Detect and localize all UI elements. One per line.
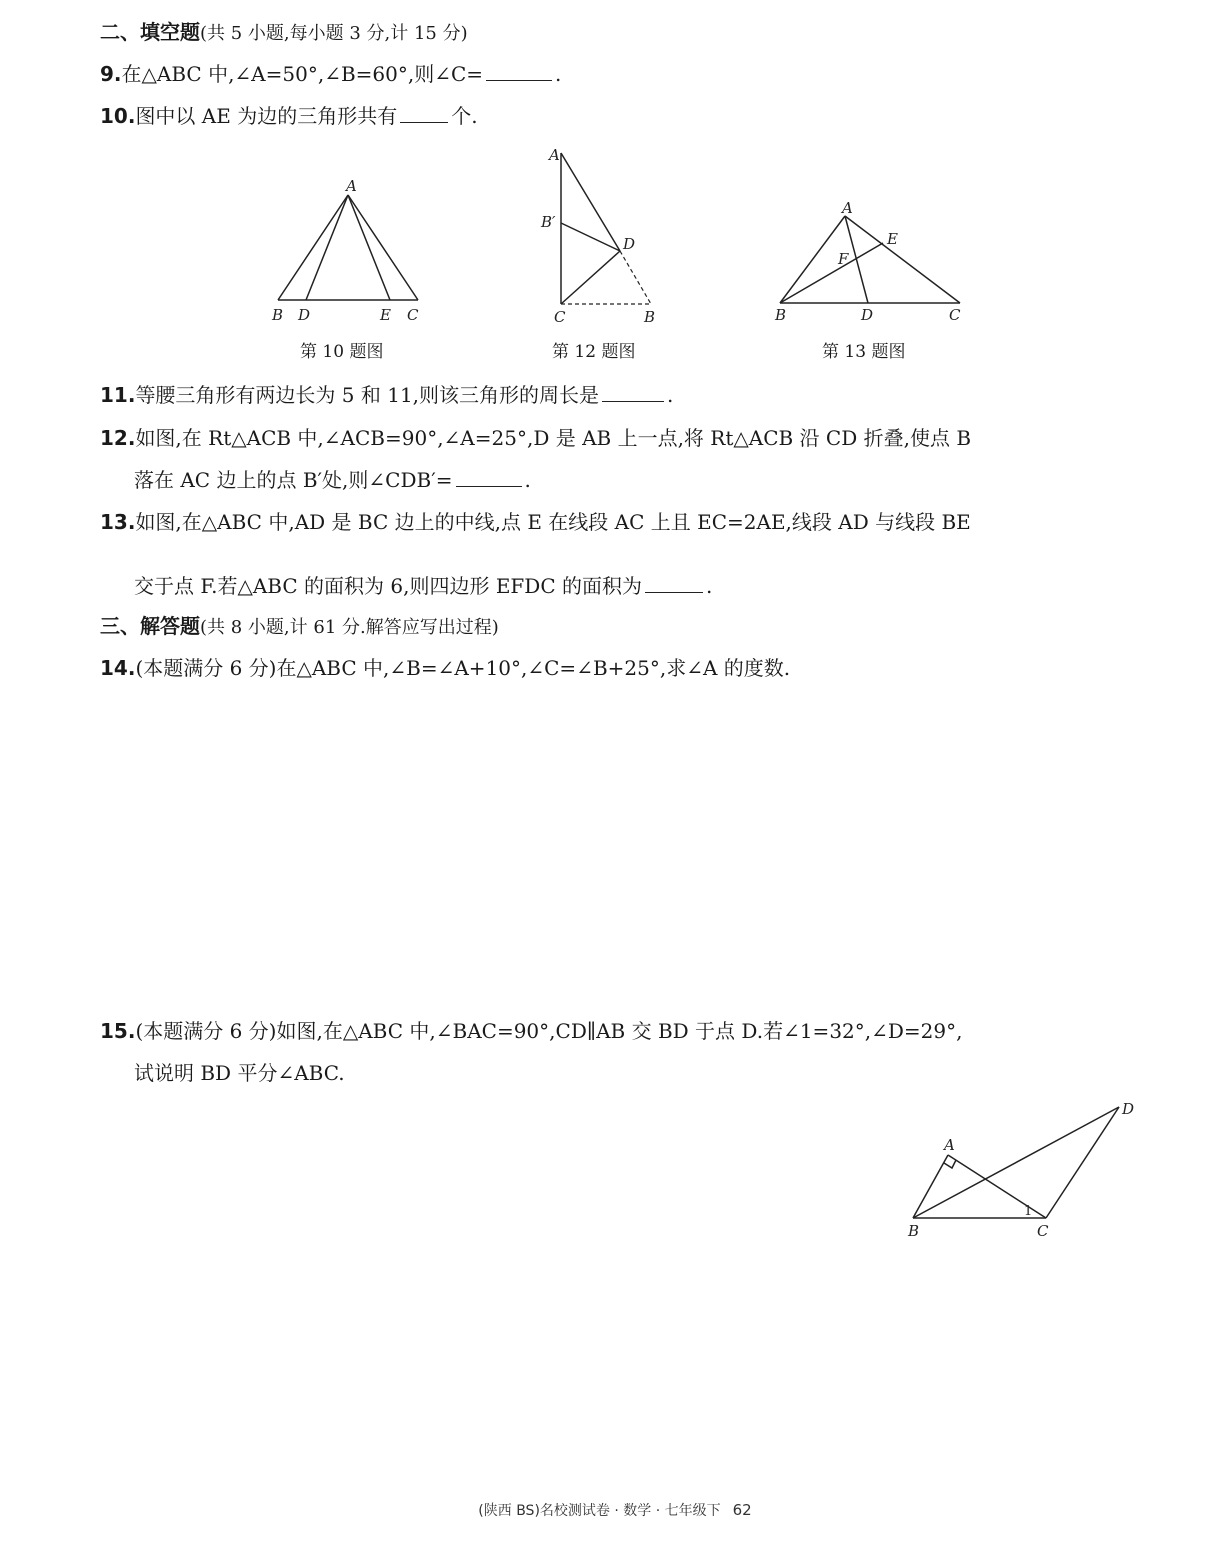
question-15-line-2: [134, 1059, 345, 1087]
figure-13-diagram: [772, 200, 972, 325]
figure-12-caption: 第 12 题图: [552, 342, 636, 362]
fig10-label-C: C: [407, 306, 419, 324]
fig13-label-E: E: [887, 230, 898, 248]
answer-blank-10: [400, 102, 448, 123]
question-11-end: .: [667, 383, 674, 407]
answer-blank-12: [456, 466, 522, 487]
question-11: [100, 381, 673, 409]
answer-blank-9: [486, 60, 552, 81]
fig12-label-D: D: [623, 235, 636, 253]
section-solve-note: (共 8 小题,计 61 分.解答应写出过程): [200, 617, 499, 638]
fig10-label-A: A: [346, 177, 357, 195]
question-12-number: 12.: [100, 426, 136, 450]
question-10-text: 图中以 AE 为边的三角形共有: [135, 104, 398, 128]
question-13-text-2: 交于点 F.若△ABC 的面积为 6,则四边形 EFDC 的面积为: [134, 574, 642, 598]
question-11-number: 11.: [100, 383, 136, 407]
question-13-line-2: [134, 558, 712, 600]
page-footer: [0, 1500, 1230, 1520]
answer-blank-11: [602, 381, 664, 402]
question-10-end: 个.: [451, 104, 478, 128]
question-9-text: 在△ABC 中,∠A=50°,∠B=60°,则∠C=: [121, 62, 484, 86]
fig15-label-C: C: [1037, 1222, 1049, 1240]
fig15-label-B: B: [908, 1222, 920, 1240]
section-solve-title: 三、解答题: [100, 614, 200, 638]
fig15-label-A: A: [944, 1136, 955, 1154]
fig12-label-B: B: [644, 308, 656, 326]
fig12-label-B-prime: B′: [541, 213, 556, 231]
fig13-label-F: F: [838, 250, 849, 268]
fig10-label-D: D: [298, 306, 311, 324]
question-14: [100, 654, 790, 682]
fig13-label-D: D: [861, 306, 874, 324]
question-12-text: 如图,在 Rt△ACB 中,∠ACB=90°,∠A=25°,D 是 AB 上一点,将 Rt△ACB 沿 CD 折叠,使点 B: [135, 426, 972, 450]
question-15-text-2: 试说明 BD 平分∠ABC.: [134, 1061, 345, 1085]
fig13-label-C: C: [949, 306, 961, 324]
answer-blank-13: [645, 558, 703, 593]
question-12: [100, 424, 971, 452]
question-12-end: .: [524, 468, 531, 492]
figure-10-caption: 第 10 题图: [300, 342, 384, 362]
question-12-line-2: [134, 466, 531, 494]
question-13-end: .: [706, 574, 713, 598]
fig10-label-E: E: [380, 306, 391, 324]
fig13-label-B: B: [775, 306, 787, 324]
figure-13-caption: 第 13 题图: [822, 342, 906, 362]
fig10-label-B: B: [272, 306, 284, 324]
section-fill-note: (共 5 小题,每小题 3 分,计 15 分): [200, 23, 468, 44]
fig15-label-angle-1: 1: [1024, 1204, 1033, 1219]
question-11-text: 等腰三角形有两边长为 5 和 11,则该三角形的周长是: [135, 383, 600, 407]
question-10-number: 10.: [100, 104, 136, 128]
question-15: [100, 1017, 962, 1045]
fig12-label-A: A: [549, 146, 560, 164]
section-fill-heading: [100, 18, 468, 48]
page-number: 62: [732, 1501, 752, 1519]
question-14-text: (本题满分 6 分)在△ABC 中,∠B=∠A+10°,∠C=∠B+25°,求∠A 的度数.: [135, 656, 791, 680]
question-15-text: (本题满分 6 分)如图,在△ABC 中,∠BAC=90°,CD∥AB 交 BD 于点 D.若∠1=32°,∠D=29°,: [135, 1019, 963, 1043]
question-10: [100, 102, 478, 130]
question-15-number: 15.: [100, 1019, 136, 1043]
section-fill-title: 二、填空题: [100, 20, 200, 44]
footer-text: (陕西 BS)名校测试卷 · 数学 · 七年级下: [478, 1503, 721, 1519]
question-9-number: 9.: [100, 62, 122, 86]
fig13-label-A: A: [842, 199, 853, 217]
figure-10-diagram: [265, 175, 445, 325]
fig12-label-C: C: [554, 308, 566, 326]
question-9-end: .: [555, 62, 562, 86]
question-9: [100, 60, 561, 88]
question-12-text-2: 落在 AC 边上的点 B′处,则∠CDB′=: [134, 468, 453, 492]
question-13: [100, 508, 971, 536]
figure-15-diagram: [900, 1100, 1140, 1240]
question-13-number: 13.: [100, 510, 136, 534]
question-14-number: 14.: [100, 656, 136, 680]
fig15-label-D: D: [1122, 1100, 1135, 1118]
section-solve-heading: [100, 612, 499, 642]
figure-12-diagram: [540, 143, 670, 328]
question-13-text: 如图,在△ABC 中,AD 是 BC 边上的中线,点 E 在线段 AC 上且 EC=2AE,线段 AD 与线段 BE: [135, 510, 971, 534]
